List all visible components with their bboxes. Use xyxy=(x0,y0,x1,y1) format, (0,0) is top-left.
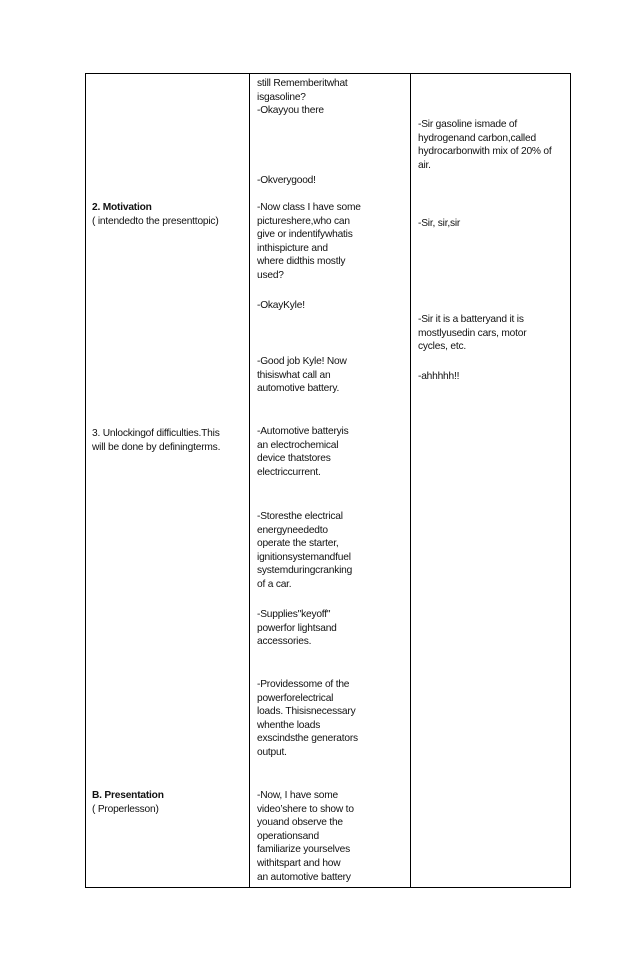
text-line: -OkayKyle! xyxy=(257,300,305,311)
text-line: automotive battery. xyxy=(257,383,340,395)
teacher-activity-cell xyxy=(257,299,407,313)
student-activity-cell xyxy=(418,217,568,231)
text-line: cycles, etc. xyxy=(418,341,466,353)
text-line: used? xyxy=(257,269,284,281)
text-line: -Now class I have some xyxy=(257,202,361,213)
teacher-activity-cell xyxy=(257,510,407,592)
text-line: whenthe loads xyxy=(257,719,321,731)
text-line: familiarize yourselves xyxy=(257,844,350,856)
column-divider-1 xyxy=(249,74,250,887)
activity-column-cell xyxy=(92,427,250,454)
activity-column-cell xyxy=(92,789,250,816)
text-line: powerforelectrical xyxy=(257,692,334,704)
text-line: systemduringcranking xyxy=(257,565,353,577)
text-line: ( intendedto the presenttopic) xyxy=(92,215,219,227)
text-line: powerfor lightsand xyxy=(257,622,337,634)
teacher-activity-cell xyxy=(257,425,407,479)
column-divider-2 xyxy=(410,74,411,887)
text-line: still Rememberitwhat xyxy=(257,78,348,89)
text-line: -Supplies"keyoff" xyxy=(257,609,331,620)
text-line: energyneededto xyxy=(257,524,328,536)
teacher-activity-cell xyxy=(257,201,407,283)
text-line: device thatstores xyxy=(257,453,331,465)
teacher-activity-cell xyxy=(257,678,407,760)
student-activity-cell xyxy=(418,313,568,354)
text-line: youand observe the xyxy=(257,817,343,829)
text-line: air. xyxy=(418,159,431,171)
text-line: output. xyxy=(257,746,287,758)
teacher-activity-cell xyxy=(257,174,407,188)
text-line: B. Presentation xyxy=(92,790,164,801)
text-line: give or indentifywhatis xyxy=(257,229,353,241)
text-line: -Okverygood! xyxy=(257,175,316,186)
lesson-plan-table xyxy=(85,73,571,888)
student-activity-cell xyxy=(418,118,568,172)
text-line: loads. Thisisnecessary xyxy=(257,706,356,718)
text-line: -Providessome of the xyxy=(257,679,350,690)
text-line: -Sir it is a batteryand it is xyxy=(418,314,524,325)
text-line: video’shere to show to xyxy=(257,803,354,815)
text-line: -ahhhhh!! xyxy=(418,371,460,382)
teacher-activity-cell xyxy=(257,789,407,884)
text-line: electriccurrent. xyxy=(257,466,321,478)
text-line: ( Properlesson) xyxy=(92,803,159,815)
text-line: hydrocarbonwith mix of 20% of xyxy=(418,146,552,158)
text-line: 3. Unlockingof difficulties.This xyxy=(92,428,220,439)
text-line: 2. Motivation xyxy=(92,202,152,213)
text-line: accessories. xyxy=(257,636,312,648)
text-line: -Sir gasoline ismade of xyxy=(418,119,518,130)
text-line: an automotive battery xyxy=(257,871,351,883)
text-line: -Sir, sir,sir xyxy=(418,218,461,229)
teacher-activity-cell xyxy=(257,608,407,649)
text-line: isgasoline? xyxy=(257,91,306,103)
text-line: -Automotive batteryis xyxy=(257,426,349,437)
text-line: exscindsthe generators xyxy=(257,733,358,745)
text-line: will be done by definingterms. xyxy=(92,441,221,453)
activity-column-cell xyxy=(92,201,250,228)
text-line: an electrochemical xyxy=(257,439,339,451)
teacher-activity-cell xyxy=(257,77,407,118)
text-line: where didthis mostly xyxy=(257,256,346,268)
text-line: mostlyusedin cars, motor xyxy=(418,327,527,339)
text-line: -Storesthe electrical xyxy=(257,511,343,522)
student-activity-cell xyxy=(418,370,568,384)
teacher-activity-cell xyxy=(257,355,407,396)
text-line: -Now, I have some xyxy=(257,790,338,801)
text-line: of a car. xyxy=(257,578,292,590)
text-line: inthispicture and xyxy=(257,242,328,254)
text-line: withitspart and how xyxy=(257,857,341,869)
text-line: operationsand xyxy=(257,830,319,842)
text-line: -Good job Kyle! Now xyxy=(257,356,347,367)
text-line: thisiswhat call an xyxy=(257,369,331,381)
text-line: pictureshere,who can xyxy=(257,215,350,227)
text-line: hydrogenand carbon,called xyxy=(418,132,536,144)
text-line: ignitionsystemandfuel xyxy=(257,551,351,563)
text-line: operate the starter, xyxy=(257,538,339,550)
text-line: -Okayyou there xyxy=(257,105,324,117)
